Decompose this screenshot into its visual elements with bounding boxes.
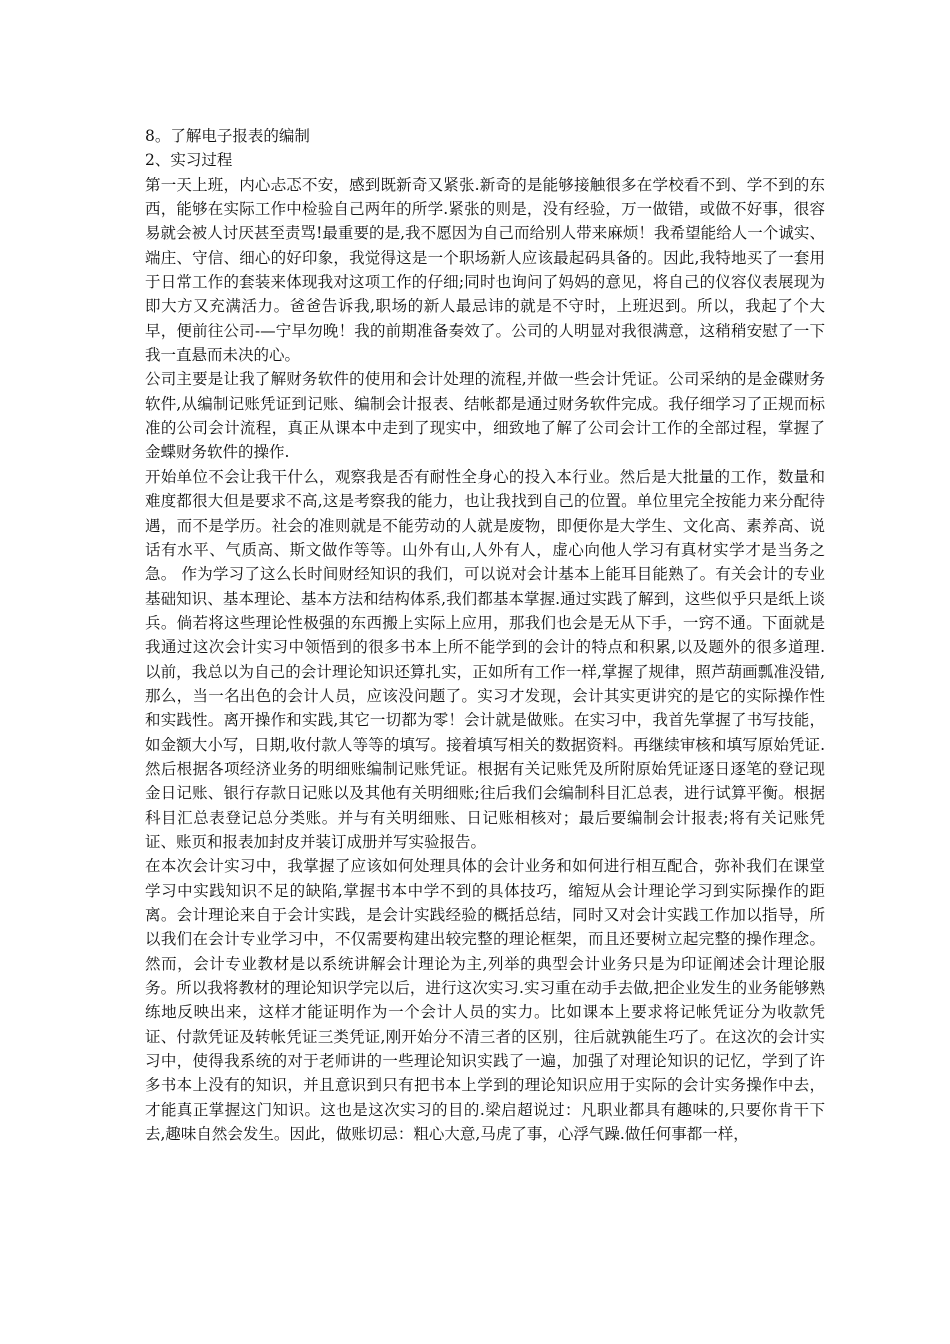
paragraph-internship-summary: 在本次会计实习中，我掌握了应该如何处理具体的会计业务和如何进行相互配合，弥补我们在课堂学习中实践知识不足的缺陷,掌握书本中学不到的具体技巧，缩短从会计理论学习到实际操作的距离。会计理论来自于会计实践，是会计实践经验的概括总结，同时又对会计实践工作加以指导，所以我们在会计专业学习中，不仅需要构建出较完整的理论框架，而且还要树立起完整的操作理念。然而，会计专业教材是以系统讲解会计理论为主,列举的典型会计业务只是为印证阐述会计理论服务。所以我将教材的理论知识学完以后，进行这次实习.实习重在动手去做,把企业发生的业务能够熟练地反映出来，这样才能证明作为一个会计人员的实力。比如课本上要求将记帐凭证分为收款凭证、付款凭证及转帐凭证三类凭证,刚开始分不清三者的区别，往后就孰能生巧了。在这次的会计实习中，使得我系统的对于老师讲的一些理论知识实践了一遍，加强了对理论知识的记忆，学到了许多书本上没有的知识，并且意识到只有把书本上学到的理论知识应用于实际的会计实务操作中去，才能真正掌握这门知识。这也是这次实习的目的.梁启超说过：凡职业都具有趣味的,只要你肯干下去,趣味自然会发生。因此，做账切忌：粗心大意,马虎了事，心浮气躁.做任何事都一样， [145,857,825,1144]
list-item-8-heading: 8。了解电子报表的编制 [145,127,310,145]
paragraph-finance-software: 公司主要是让我了解财务软件的使用和会计处理的流程,并做一些会计凭证。公司采纳的是金碟财务软件,从编制记账凭证到记账、编制会计报表、结帐都是通过财务软件完成。我仔细学习了正规而标准的公司会计流程，真正从课本中走到了现实中，细致地了解了公司会计工作的全部过程，掌握了金蝶财务软件的操作. [145,370,825,462]
paragraph-first-day: 第一天上班，内心忐忑不安，感到既新奇又紧张.新奇的是能够接触很多在学校看不到、学不到的东西，能够在实际工作中检验自己两年的所学.紧张的则是，没有经验，万一做错，或做不好事，很容易就会被人讨厌甚至责骂!最重要的是,我不愿因为自己而给别人带来麻烦！我希望能给人一个诚实、端庄、守信、细心的好印象，我觉得这是一个职场新人应该最起码具备的。因此,我特地买了一套用于日常工作的套装来体现我对这项工作的仔细;同时也询问了妈妈的意见，将自己的仪容仪表展现为即大方又充满活力。爸爸告诉我,职场的新人最忌讳的就是不守时，上班迟到。所以，我起了个大早，便前往公司-—宁早勿晚！我的前期准备奏效了。公司的人明显对我很满意，这稍稍安慰了一下我一直悬而未决的心。 [145,175,825,365]
document-body [145,124,825,1146]
section-heading-internship-process: 2、实习过程 [145,151,233,170]
paragraph-work-experience: 开始单位不会让我干什么，观察我是否有耐性全身心的投入本行业。然后是大批量的工作，数量和难度都很大但是要求不高,这是考察我的能力，也让我找到自己的位置。单位里完全按能力来分配待遇，而不是学历。社会的准则就是不能劳动的人就是废物，即便你是大学生、文化高、素养高、说话有水平、气质高、斯文做作等等。山外有山,人外有人，虚心向他人学习有真材实学才是当务之急。 作为学习了这么长时间财经知识的我们，可以说对会计基本上能耳目能熟了。有关会计的专业基础知识、基本理论、基本方法和结构体系,我们都基本掌握.通过实践了解到，这些似乎只是纸上谈兵。倘若将这些理论性极强的东西搬上实际上应用，那我们也会是无从下手，一窍不通。下面就是我通过这次会计实习中领悟到的很多书本上所不能学到的会计的特点和积累,以及题外的很多道理. 以前，我总以为自己的会计理论知识还算扎实，正如所有工作一样,掌握了规律，照芦葫画瓢准没错,那么，当一名出色的会计人员，应该没问题了。实习才发现，会计其实更讲究的是它的实际操作性和实践性。离开操作和实践,其它一切都为零！会计就是做账。在实习中，我首先掌握了书写技能，如金额大小写，日期,收付款人等等的填写。接着填写相关的数据资料。再继续审核和填写原始凭证.然后根据各项经济业务的明细账编制记账凭证。根据有关记账凭及所附原始凭证逐日逐笔的登记现金日记账、银行存款日记账以及其他有关明细账;往后我们会编制科目汇总表，进行试算平衡。根据科目汇总表登记总分类账。并与有关明细账、日记账相核对；最后要编制会计报表;将有关记账凭证、账页和报表加封皮并装订成册并写实验报告。 [145,467,825,851]
